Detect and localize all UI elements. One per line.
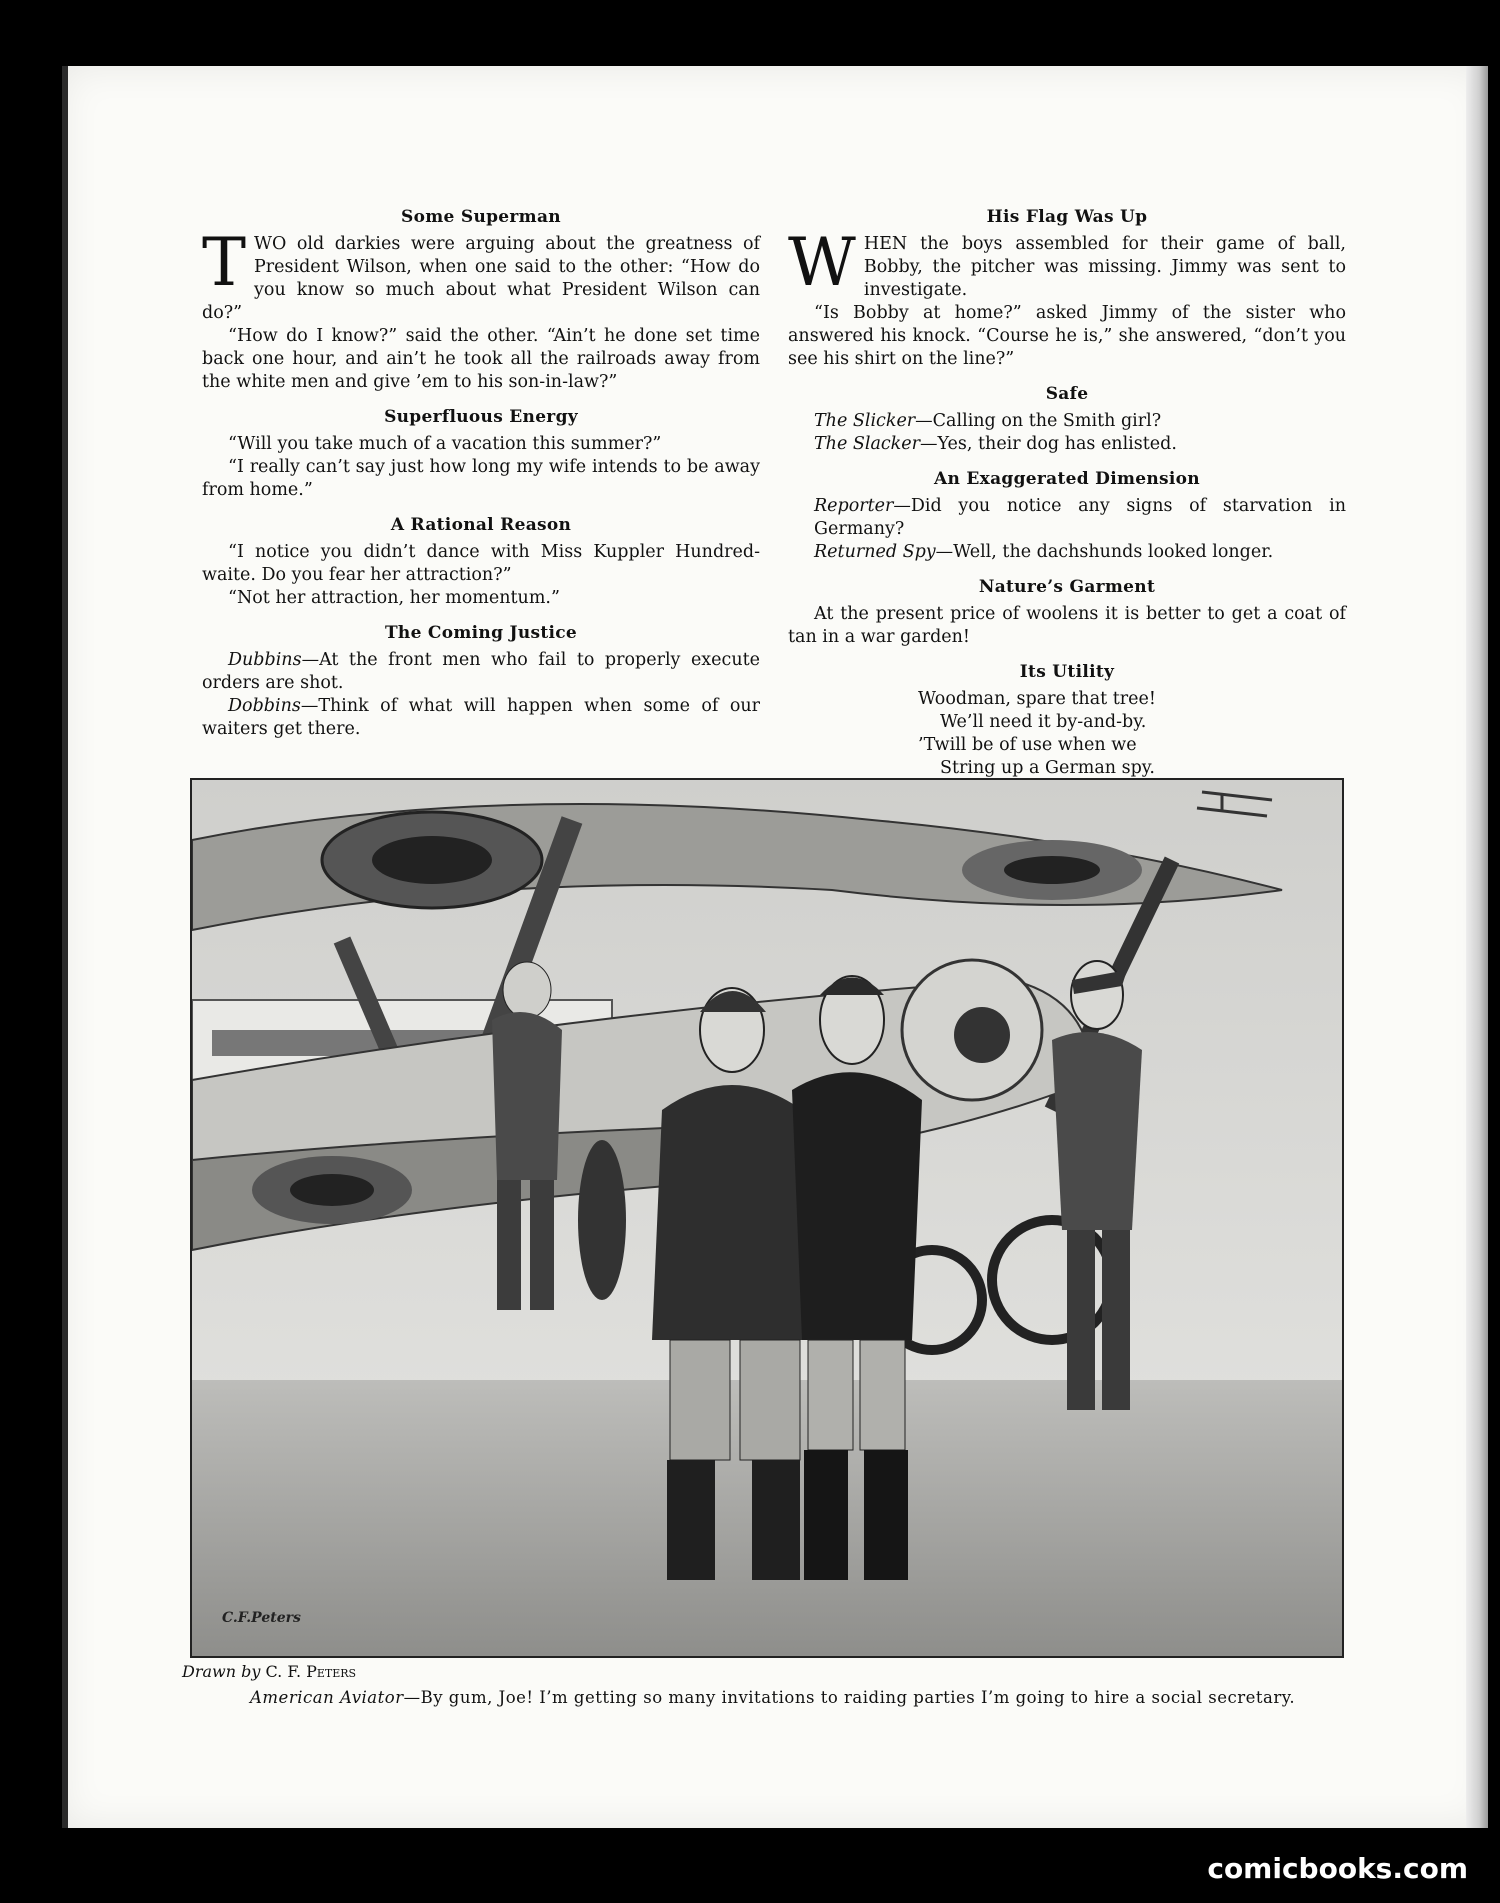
poem-line: Woodman, spare that tree! <box>918 689 1156 709</box>
dialog-line-dobbins <box>202 695 760 741</box>
article-title-natures-garment: Nature’s Garment <box>978 577 1156 597</box>
speaker-name: The Slacker <box>814 434 921 454</box>
speaker-name: Dubbins <box>228 650 302 670</box>
dialog-text: —Think of what will happen when some of our waiters get there. <box>202 696 760 739</box>
dialog-line-reporter <box>788 495 1346 541</box>
dialog-line-dubbins <box>202 649 760 695</box>
article-body-energy-p1: “Will you take much of a vacation this summer?” <box>228 434 662 454</box>
speaker-name: Returned Spy <box>814 542 936 562</box>
right-column <box>788 206 1346 780</box>
article-title-superfluous-energy: Superfluous Energy <box>384 407 578 427</box>
poem <box>788 688 1346 780</box>
article-body-some-superman-p2: “How do I know?” said the other. “Ain’t he done set time back one hour, and ain’t he took all the railroads away from the white men and give ’em to his son-in-law?” <box>202 326 760 392</box>
left-column <box>202 206 760 741</box>
article-body-energy-p2: “I really can’t say just how long my wife intends to be away from home.” <box>202 457 760 500</box>
article-title-exaggerated-dimension: An Exaggerated Dimension <box>934 469 1200 489</box>
dialog-text: —Calling on the Smith girl? <box>915 411 1162 431</box>
dialog-line-returned-spy <box>788 541 1346 564</box>
article-title-coming-justice: The Coming Justice <box>384 623 578 643</box>
paragraph-text: WO old darkies were arguing about the greatness of President Wilson, when one said to the other: “How do you know so much about what President Wilson can do?” <box>202 234 760 323</box>
page-left-edge <box>62 66 68 1828</box>
article-title-rational-reason: A Rational Reason <box>390 515 572 535</box>
article-body-flag-p1 <box>788 224 1346 302</box>
aviator-illustration <box>190 778 1344 1658</box>
artist-credit <box>182 1662 356 1681</box>
article-body-some-superman-p1 <box>202 224 760 325</box>
speaker-name: Reporter <box>814 496 894 516</box>
dialog-text: —Well, the dachshunds looked longer. <box>935 542 1274 562</box>
artist-signature: C.F.Peters <box>222 1610 301 1626</box>
caption-text: —By gum, Joe! I’m getting so many invitations to raiding parties I’m going to hire a social secretary. <box>403 1688 1296 1707</box>
article-body-flag-p2: “Is Bobby at home?” asked Jimmy of the sister who answered his knock. “Course he is,” she answered, “don’t you see his shirt on the line?” <box>788 303 1346 369</box>
drop-cap: T <box>202 224 247 301</box>
dialog-line-slacker <box>788 433 1346 456</box>
poem-line: We’ll need it by-and-by. <box>940 712 1147 732</box>
illustration-caption <box>250 1688 1295 1707</box>
article-body-reason-p1: “I notice you didn’t dance with Miss Kuppler Hundred-waite. Do you fear her attraction?” <box>202 542 760 585</box>
article-title-safe: Safe <box>1045 384 1089 404</box>
dialog-text: —Yes, their dog has enlisted. <box>920 434 1177 454</box>
caption-speaker: American Aviator <box>250 1688 404 1707</box>
article-title-some-superman: Some Superman <box>401 207 561 227</box>
page-right-edge <box>1466 66 1488 1828</box>
speaker-name: Dobbins <box>228 696 301 716</box>
article-title-its-utility: Its Utility <box>1019 662 1115 682</box>
poem-line: String up a German spy. <box>940 758 1155 778</box>
article-body-garment-p1: At the present price of woolens it is better to get a coat of tan in a war garden! <box>788 604 1346 647</box>
credit-artist: C. F. Peters <box>265 1662 357 1681</box>
dialog-text: —At the front men who fail to properly execute orders are shot. <box>202 650 760 693</box>
article-title-flag-was-up: His Flag Was Up <box>986 207 1148 227</box>
biplane-scene-drawing <box>192 780 1342 1656</box>
article-body-reason-p2: “Not her attraction, her momentum.” <box>228 588 560 608</box>
speaker-name: The Slicker <box>814 411 916 431</box>
site-watermark: comicbooks.com <box>1207 1852 1468 1885</box>
dialog-text: —Did you notice any signs of starvation in Germany? <box>814 496 1346 539</box>
dialog-line-slicker <box>788 410 1346 433</box>
drop-cap: W <box>788 224 856 301</box>
poem-line: ’Twill be of use when we <box>918 735 1137 755</box>
paragraph-text: HEN the boys assembled for their game of ball, Bobby, the pitcher was missing. Jimmy was sent to investigate. <box>863 234 1346 300</box>
magazine-page <box>62 66 1488 1828</box>
credit-prefix: Drawn by <box>182 1662 261 1681</box>
